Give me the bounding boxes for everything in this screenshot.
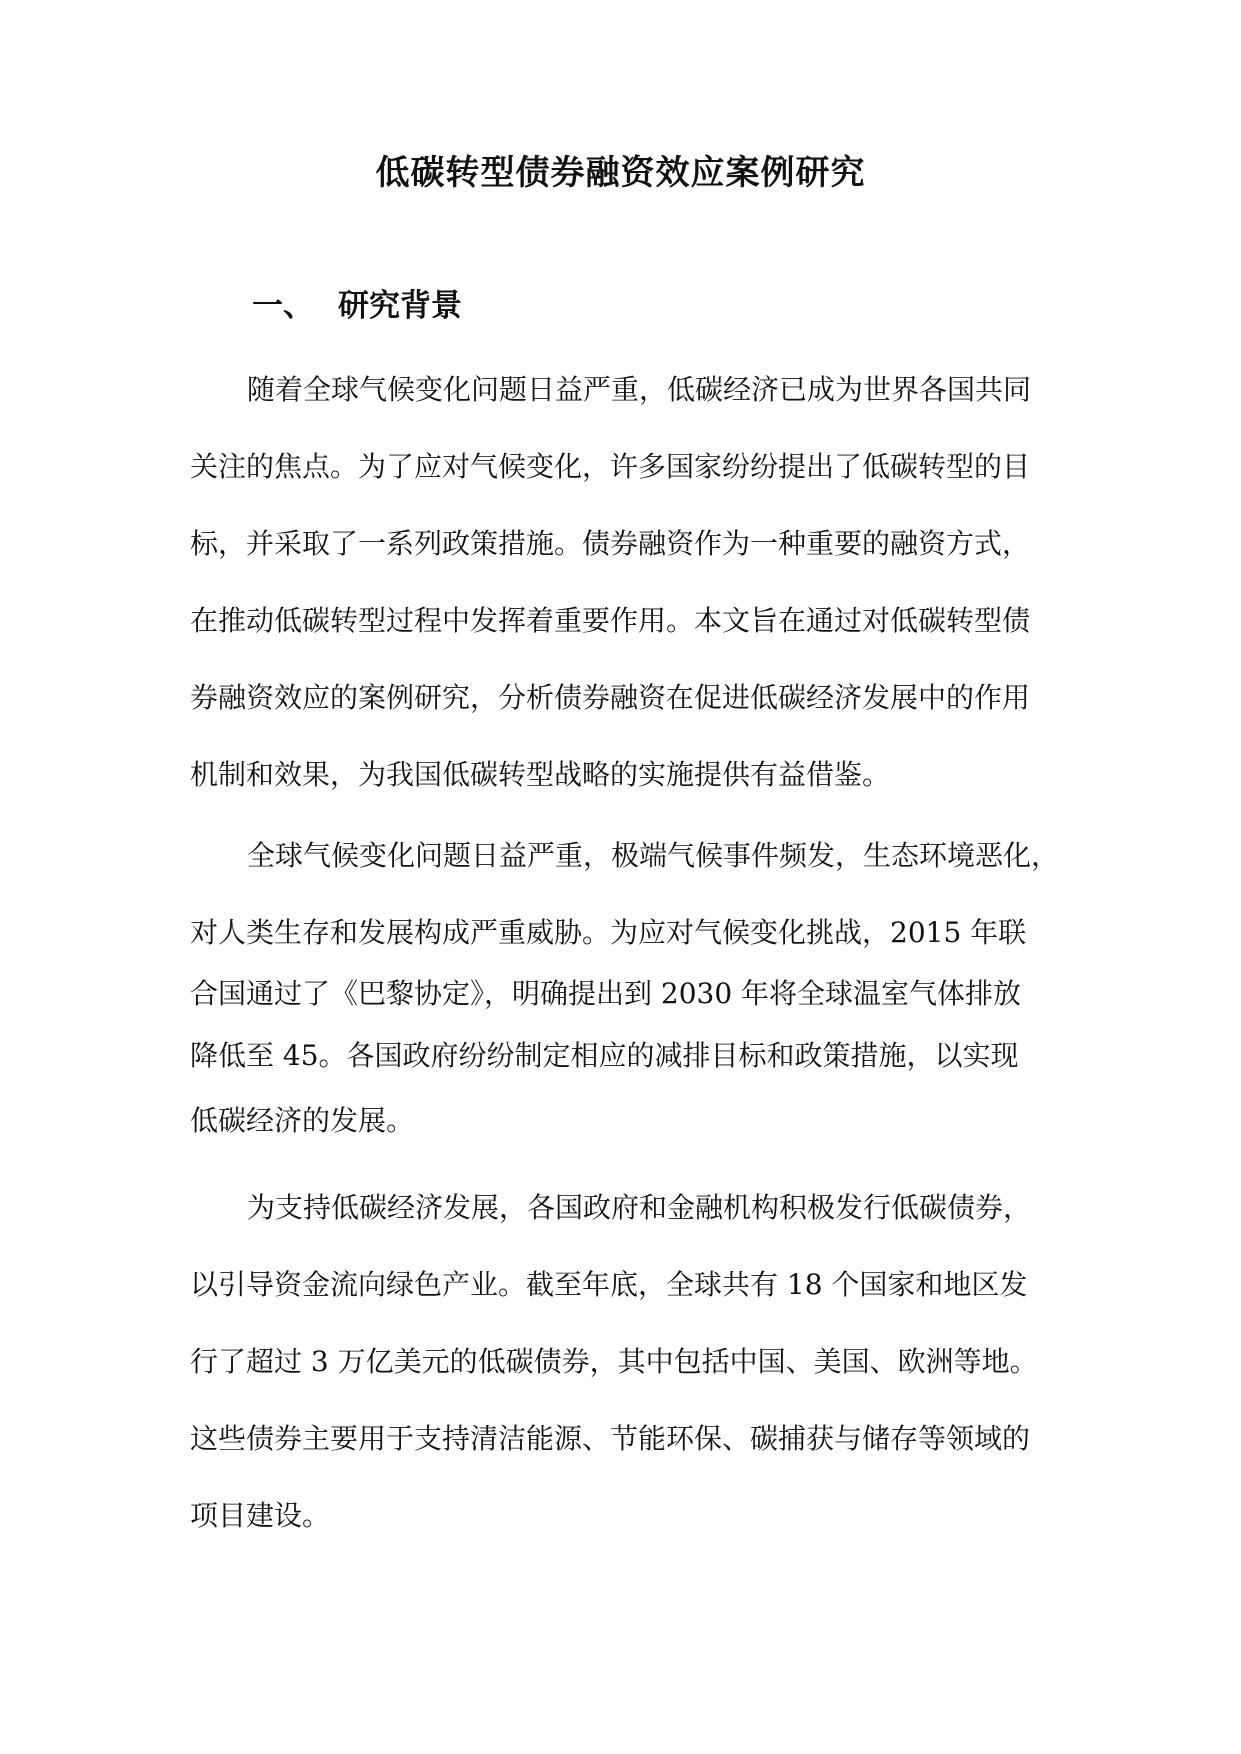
paragraph-line: 在推动低碳转型过程中发挥着重要作用。本文旨在通过对低碳转型债 (190, 604, 1031, 637)
paragraph-line: 券融资效应的案例研究，分析债券融资在促进低碳经济发展中的作用 (190, 681, 1031, 714)
paragraph-line: 对人类生存和发展构成严重威胁。为应对气候变化挑战，2015 年联 (190, 916, 1027, 949)
paragraph-line: 随着全球气候变化问题日益严重，低碳经济已成为世界各国共同 (247, 373, 1032, 406)
paragraph-line: 关注的焦点。为了应对气候变化，许多国家纷纷提出了低碳转型的目 (190, 450, 1031, 483)
paragraph-line: 低碳经济的发展。 (190, 1104, 415, 1137)
paragraph-line: 为支持低碳经济发展，各国政府和金融机构积极发行低碳债券， (247, 1191, 1032, 1224)
section-number: 一、 (252, 288, 314, 324)
paragraph-line: 以引导资金流向绿色产业。截至年底，全球共有 18 个国家和地区发 (190, 1268, 1028, 1301)
paragraph-line: 降低至 45。各国政府纷纷制定相应的减排目标和政策措施，以实现 (190, 1039, 1019, 1072)
paragraph-line: 全球气候变化问题日益严重，极端气候事件频发，生态环境恶化， (247, 839, 1060, 872)
paragraph-line: 行了超过 3 万亿美元的低碳债券，其中包括中国、美国、欧洲等地。 (190, 1345, 1038, 1378)
paragraph-line: 机制和效果，为我国低碳转型战略的实施提供有益借鉴。 (190, 758, 891, 791)
paragraph-line: 合国通过了《巴黎协定》，明确提出到 2030 年将全球温室气体排放 (190, 977, 1022, 1010)
section-title: 研究背景 (338, 288, 462, 324)
paragraph-line: 标，并采取了一系列政策措施。债券融资作为一种重要的融资方式， (190, 527, 1031, 560)
paragraph-line: 项目建设。 (190, 1499, 331, 1532)
paragraph-line: 这些债券主要用于支持清洁能源、节能环保、碳捕获与储存等领域的 (190, 1422, 1031, 1455)
document-title: 低碳转型债券融资效应案例研究 (375, 153, 866, 193)
section-heading (252, 284, 462, 328)
